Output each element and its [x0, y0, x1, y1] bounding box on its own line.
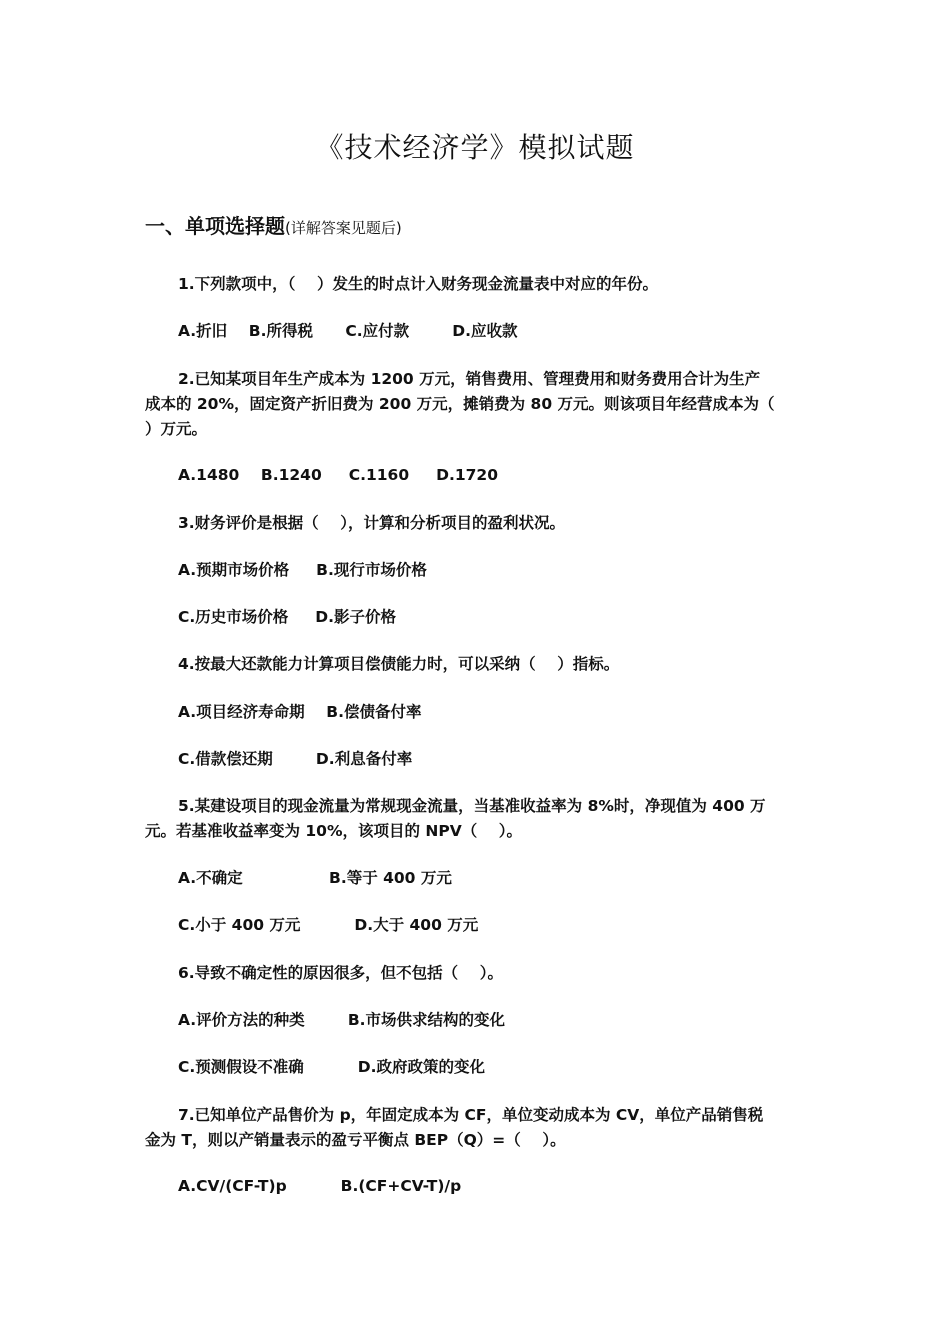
question-4-options-line-1: A.项目经济寿命期 B.偿债备付率 [178, 703, 422, 721]
question-3-text: 3.财务评价是根据（ ），计算和分析项目的盈利状况。 [178, 514, 566, 532]
question-2-options: A.1480 B.1240 C.1160 D.1720 [178, 466, 498, 484]
question-5-text-line-1: 5.某建设项目的现金流量为常规现金流量，当基准收益率为 8%时，净现值为 400 万 [178, 797, 766, 815]
question-5-text-line-2: 元。若基准收益率变为 10%，该项目的 NPV（ ）。 [145, 822, 523, 840]
question-2-text-line-1: 2.已知某项目年生产成本为 1200 万元，销售费用、管理费用和财务费用合计为生产 [178, 370, 761, 388]
question-4-text: 4.按最大还款能力计算项目偿债能力时，可以采纳（ ）指标。 [178, 655, 620, 673]
question-7-options-line-1: A.CV/(CF-T)p B.(CF+CV-T)/p [178, 1177, 462, 1195]
question-5-options-line-1: A.不确定 B.等于 400 万元 [178, 869, 452, 887]
question-3-options-line-2: C.历史市场价格 D.影子价格 [178, 608, 396, 626]
question-5-options-line-2: C.小于 400 万元 D.大于 400 万元 [178, 916, 479, 934]
document-title: 《技术经济学》模拟试题 [315, 131, 635, 164]
section-heading-note: (详解答案见题后) [285, 219, 402, 237]
question-1-text: 1.下列款项中，（ ）发生的时点计入财务现金流量表中对应的年份。 [178, 275, 659, 293]
question-2-text-line-3: ）万元。 [145, 420, 208, 438]
question-3-options-line-1: A.预期市场价格 B.现行市场价格 [178, 561, 427, 579]
question-7-text-line-2: 金为 T，则以产销量表示的盈亏平衡点 BEP（Q）=（ ）。 [145, 1131, 566, 1149]
question-2-text-line-2: 成本的 20%，固定资产折旧费为 200 万元，摊销费为 80 万元。则该项目年经营成本为（ [145, 395, 775, 413]
question-6-text: 6.导致不确定性的原因很多，但不包括（ ）。 [178, 964, 504, 982]
question-1-options: A.折旧 B.所得税 C.应付款 D.应收款 [178, 322, 518, 340]
question-6-options-line-2: C.预测假设不准确 D.政府政策的变化 [178, 1058, 485, 1076]
section-heading-title: 一、单项选择题 [145, 214, 285, 238]
question-7-text-line-1: 7.已知单位产品售价为 p，年固定成本为 CF，单位变动成本为 CV，单位产品销售税 [178, 1106, 764, 1124]
question-6-options-line-1: A.评价方法的种类 B.市场供求结构的变化 [178, 1011, 506, 1029]
question-4-options-line-2: C.借款偿还期 D.利息备付率 [178, 750, 413, 768]
section-heading [145, 210, 402, 243]
